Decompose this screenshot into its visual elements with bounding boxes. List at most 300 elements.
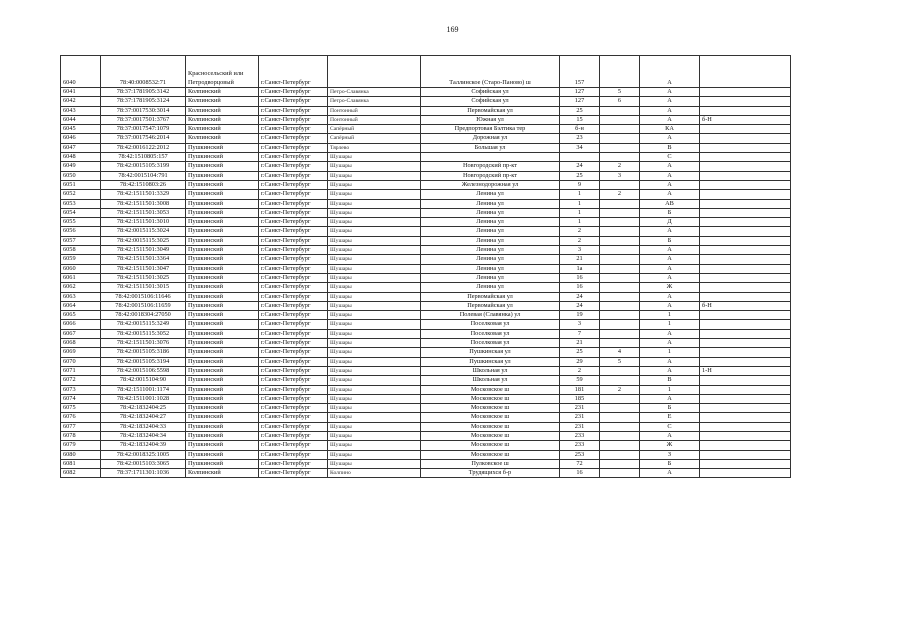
premises-cell (700, 180, 791, 189)
record-number-cell: 6041 (61, 88, 101, 97)
city-cell: г.Санкт-Петербург (259, 134, 328, 143)
city-cell: г.Санкт-Петербург (259, 348, 328, 357)
house-number-cell: 21 (560, 255, 600, 264)
city-cell: г.Санкт-Петербург (259, 339, 328, 348)
cadastral-number-cell: 78:42:0015115:3052 (101, 329, 186, 338)
building-number-cell (600, 301, 640, 310)
record-number-cell: 6070 (61, 357, 101, 366)
building-number-cell (600, 180, 640, 189)
district-cell: Пушкинский (186, 348, 259, 357)
premises-cell (700, 106, 791, 115)
district-cell: Пушкинский (186, 162, 259, 171)
district-cell: Пушкинский (186, 264, 259, 273)
house-number-cell: 16 (560, 273, 600, 282)
locality-cell: Шушары (328, 283, 421, 292)
table-row (61, 469, 791, 478)
premises-cell (700, 385, 791, 394)
house-number-cell: 24 (560, 301, 600, 310)
record-number-cell: 6048 (61, 153, 101, 162)
house-number-cell: 3 (560, 320, 600, 329)
street-cell: Ленина ул (421, 236, 560, 245)
premises-cell (700, 376, 791, 385)
building-number-cell (600, 292, 640, 301)
table-row (61, 394, 791, 403)
house-number-cell: 24 (560, 162, 600, 171)
locality-cell: Шушары (328, 255, 421, 264)
letter-cell: В (640, 143, 700, 152)
cadastral-number-cell: 78:37:0017530:3014 (101, 106, 186, 115)
city-cell: г.Санкт-Петербург (259, 264, 328, 273)
premises-cell (700, 320, 791, 329)
locality-cell: Шушары (328, 431, 421, 440)
table-row (61, 273, 791, 282)
premises-cell (700, 236, 791, 245)
building-number-cell (600, 246, 640, 255)
house-number-cell: 157 (560, 56, 600, 88)
city-cell: г.Санкт-Петербург (259, 255, 328, 264)
premises-cell (700, 348, 791, 357)
street-cell: Школьная ул (421, 366, 560, 375)
premises-cell (700, 171, 791, 180)
street-cell: Таллинское (Старо-Паново) ш (421, 56, 560, 88)
locality-cell: Шушары (328, 320, 421, 329)
district-cell: Пушкинский (186, 143, 259, 152)
locality-cell: Шушары (328, 366, 421, 375)
house-number-cell: 3 (560, 246, 600, 255)
locality-cell: Шушары (328, 227, 421, 236)
locality-cell: Шушары (328, 329, 421, 338)
house-number-cell: 1 (560, 199, 600, 208)
street-cell: Школьная ул (421, 376, 560, 385)
street-cell: Предпортовая Бэлтика тер (421, 125, 560, 134)
letter-cell: Е (640, 413, 700, 422)
locality-cell: Шушары (328, 413, 421, 422)
cadastral-number-cell: 78:42:1511501:3053 (101, 208, 186, 217)
street-cell: Московское ш (421, 450, 560, 459)
locality-cell: Сапёрный (328, 125, 421, 134)
district-cell: Пушкинский (186, 366, 259, 375)
city-cell: г.Санкт-Петербург (259, 441, 328, 450)
table-row (61, 348, 791, 357)
cadastral-number-cell: 78:42:1511501:3010 (101, 218, 186, 227)
record-number-cell: 6064 (61, 301, 101, 310)
table-row (61, 264, 791, 273)
district-cell: Пушкинский (186, 180, 259, 189)
district-cell: Пушкинский (186, 246, 259, 255)
building-number-cell (600, 218, 640, 227)
building-number-cell (600, 134, 640, 143)
cadastral-number-cell: 78:42:1832404:39 (101, 441, 186, 450)
cadastral-number-cell: 78:42:0015115:3025 (101, 236, 186, 245)
district-cell: Пушкинский (186, 153, 259, 162)
premises-cell (700, 88, 791, 97)
street-cell: Ленина ул (421, 264, 560, 273)
letter-cell: С (640, 422, 700, 431)
locality-cell: Шушары (328, 171, 421, 180)
city-cell: г.Санкт-Петербург (259, 246, 328, 255)
cadastral-number-cell: 78:42:1511501:3049 (101, 246, 186, 255)
building-number-cell (600, 125, 640, 134)
building-number-cell: 2 (600, 190, 640, 199)
record-number-cell: 6049 (61, 162, 101, 171)
city-cell: г.Санкт-Петербург (259, 376, 328, 385)
city-cell: г.Санкт-Петербург (259, 422, 328, 431)
table-row (61, 88, 791, 97)
house-number-cell: 181 (560, 385, 600, 394)
house-number-cell: 19 (560, 311, 600, 320)
premises-cell (700, 283, 791, 292)
house-number-cell: 1 (560, 208, 600, 217)
locality-cell: Понтонный (328, 106, 421, 115)
district-cell: Пушкинский (186, 320, 259, 329)
table-row (61, 311, 791, 320)
district-cell: Пушкинский (186, 208, 259, 217)
table-row (61, 153, 791, 162)
record-number-cell: 6068 (61, 339, 101, 348)
locality-cell: Шушары (328, 394, 421, 403)
house-number-cell: 1а (560, 264, 600, 273)
cadastral-number-cell: 78:37:0017501:3767 (101, 115, 186, 124)
building-number-cell (600, 469, 640, 478)
record-number-cell: 6067 (61, 329, 101, 338)
premises-cell (700, 413, 791, 422)
house-number-cell: 127 (560, 97, 600, 106)
house-number-cell: 253 (560, 450, 600, 459)
building-number-cell (600, 450, 640, 459)
table-row (61, 431, 791, 440)
district-cell: Пушкинский (186, 199, 259, 208)
city-cell: г.Санкт-Петербург (259, 190, 328, 199)
table-row (61, 366, 791, 375)
district-cell: Колпинский (186, 125, 259, 134)
locality-cell: Шушары (328, 311, 421, 320)
table-row (61, 283, 791, 292)
locality-cell: Шушары (328, 273, 421, 282)
cadastral-number-cell: 78:42:0015115:3024 (101, 227, 186, 236)
house-number-cell: 16 (560, 469, 600, 478)
street-cell: Пулковское ш (421, 459, 560, 468)
record-number-cell: 6063 (61, 292, 101, 301)
locality-cell: Шушары (328, 441, 421, 450)
table-row (61, 115, 791, 124)
building-number-cell (600, 264, 640, 273)
letter-cell: А (640, 431, 700, 440)
letter-cell: А (640, 162, 700, 171)
record-number-cell: 6057 (61, 236, 101, 245)
letter-cell: 1 (640, 385, 700, 394)
cadastral-number-cell: 78:42:0016122:2012 (101, 143, 186, 152)
record-number-cell: 6050 (61, 171, 101, 180)
letter-cell: А (640, 115, 700, 124)
locality-cell: Шушары (328, 264, 421, 273)
building-number-cell (600, 394, 640, 403)
record-number-cell: 6047 (61, 143, 101, 152)
letter-cell: З (640, 450, 700, 459)
street-cell: Московское ш (421, 394, 560, 403)
table-row (61, 190, 791, 199)
building-number-cell (600, 441, 640, 450)
locality-cell: Понтонный (328, 115, 421, 124)
table-row (61, 413, 791, 422)
cadastral-number-cell: 78:42:1511501:3364 (101, 255, 186, 264)
locality-cell: Петро-Славянка (328, 88, 421, 97)
locality-cell: Шушары (328, 459, 421, 468)
page-number: 169 (446, 25, 459, 34)
table-row (61, 376, 791, 385)
building-number-cell (600, 273, 640, 282)
cadastral-number-cell: 78:42:1511501:3329 (101, 190, 186, 199)
city-cell: г.Санкт-Петербург (259, 273, 328, 282)
premises-cell (700, 143, 791, 152)
letter-cell: Б (640, 208, 700, 217)
city-cell: г.Санкт-Петербург (259, 218, 328, 227)
letter-cell: А (640, 357, 700, 366)
table-row (61, 450, 791, 459)
district-cell: Пушкинский (186, 422, 259, 431)
building-number-cell (600, 413, 640, 422)
letter-cell: А (640, 255, 700, 264)
building-number-cell: 4 (600, 348, 640, 357)
letter-cell: Б (640, 404, 700, 413)
street-cell: Железнодорожная ул (421, 180, 560, 189)
district-cell: Колпинский (186, 88, 259, 97)
letter-cell: В (640, 376, 700, 385)
city-cell: г.Санкт-Петербург (259, 208, 328, 217)
cadastral-number-cell: 78:42:0015106:11646 (101, 292, 186, 301)
city-cell: г.Санкт-Петербург (259, 106, 328, 115)
district-cell: Пушкинский (186, 283, 259, 292)
cadastral-number-cell: 78:42:1510805:157 (101, 153, 186, 162)
premises-cell (700, 97, 791, 106)
letter-cell: 1 (640, 320, 700, 329)
house-number-cell: 24 (560, 292, 600, 301)
table-row (61, 357, 791, 366)
city-cell: г.Санкт-Петербург (259, 227, 328, 236)
building-number-cell: 5 (600, 88, 640, 97)
house-number-cell: 231 (560, 404, 600, 413)
locality-cell: Шушары (328, 339, 421, 348)
table-row (61, 208, 791, 217)
locality-cell: Шушары (328, 162, 421, 171)
record-number-cell: 6076 (61, 413, 101, 422)
table-row (61, 385, 791, 394)
record-number-cell: 6080 (61, 450, 101, 459)
house-number-cell: 9 (560, 180, 600, 189)
building-number-cell (600, 283, 640, 292)
table-row (61, 125, 791, 134)
record-number-cell: 6069 (61, 348, 101, 357)
letter-cell: А (640, 394, 700, 403)
locality-cell: Шушары (328, 301, 421, 310)
building-number-cell (600, 459, 640, 468)
house-number-cell: 7 (560, 329, 600, 338)
table-row (61, 171, 791, 180)
premises-cell (700, 311, 791, 320)
cadastral-number-cell: 78:42:0015115:3249 (101, 320, 186, 329)
premises-cell (700, 404, 791, 413)
table-row (61, 255, 791, 264)
street-cell: Ленина ул (421, 246, 560, 255)
city-cell: г.Санкт-Петербург (259, 357, 328, 366)
city-cell: г.Санкт-Петербург (259, 199, 328, 208)
premises-cell (700, 431, 791, 440)
cadastral-number-cell: 78:37:0017547:1079 (101, 125, 186, 134)
record-number-cell: 6058 (61, 246, 101, 255)
cadastral-number-cell: 78:42:1511501:3047 (101, 264, 186, 273)
district-cell: Пушкинский (186, 459, 259, 468)
district-cell: Пушкинский (186, 376, 259, 385)
city-cell: г.Санкт-Петербург (259, 329, 328, 338)
locality-cell: Шушары (328, 236, 421, 245)
house-number-cell: 25 (560, 171, 600, 180)
table-row (61, 199, 791, 208)
street-cell: Софийская ул (421, 88, 560, 97)
table-row (61, 292, 791, 301)
cadastral-number-cell: 78:42:1832404:25 (101, 404, 186, 413)
street-cell: Поселковая ул (421, 329, 560, 338)
table-row (61, 162, 791, 171)
record-number-cell: 6045 (61, 125, 101, 134)
locality-cell: Шушары (328, 450, 421, 459)
district-cell: Пушкинский (186, 357, 259, 366)
street-cell: Дорожная ул (421, 134, 560, 143)
cadastral-number-cell: 78:42:1510803:26 (101, 180, 186, 189)
record-number-cell: 6046 (61, 134, 101, 143)
street-cell: Софийская ул (421, 97, 560, 106)
cadastral-number-cell: 78:42:0015103:3065 (101, 459, 186, 468)
cadastral-number-cell: 78:37:1781905:3124 (101, 97, 186, 106)
letter-cell: А (640, 264, 700, 273)
building-number-cell (600, 208, 640, 217)
street-cell: Поселковая ул (421, 320, 560, 329)
building-number-cell (600, 255, 640, 264)
street-cell: Полевая (Славянка) ул (421, 311, 560, 320)
building-number-cell: 2 (600, 385, 640, 394)
letter-cell: А (640, 190, 700, 199)
letter-cell: Б (640, 459, 700, 468)
street-cell: Новгородский пр-кт (421, 162, 560, 171)
city-cell: г.Санкт-Петербург (259, 125, 328, 134)
record-number-cell: 6079 (61, 441, 101, 450)
district-cell: Пушкинский (186, 329, 259, 338)
premises-cell (700, 255, 791, 264)
street-cell: Ленина ул (421, 283, 560, 292)
register-table (60, 55, 791, 478)
table-row (61, 404, 791, 413)
district-cell: Пушкинский (186, 171, 259, 180)
letter-cell: Ж (640, 441, 700, 450)
letter-cell: А (640, 301, 700, 310)
city-cell: г.Санкт-Петербург (259, 283, 328, 292)
city-cell: г.Санкт-Петербург (259, 97, 328, 106)
building-number-cell: 2 (600, 162, 640, 171)
building-number-cell (600, 236, 640, 245)
locality-cell: Шушары (328, 199, 421, 208)
locality-cell: Шушары (328, 218, 421, 227)
table-row (61, 301, 791, 310)
district-cell: Колпинский (186, 97, 259, 106)
letter-cell: А (640, 97, 700, 106)
cadastral-number-cell: 78:37:1781905:3142 (101, 88, 186, 97)
city-cell: г.Санкт-Петербург (259, 236, 328, 245)
city-cell: г.Санкт-Петербург (259, 450, 328, 459)
city-cell: г.Санкт-Петербург (259, 404, 328, 413)
district-cell: Колпинский (186, 469, 259, 478)
table-row (61, 422, 791, 431)
city-cell: г.Санкт-Петербург (259, 385, 328, 394)
street-cell: Ленина ул (421, 218, 560, 227)
house-number-cell: 1 (560, 190, 600, 199)
premises-cell (700, 218, 791, 227)
table-row (61, 97, 791, 106)
building-number-cell (600, 422, 640, 431)
building-number-cell: 6 (600, 97, 640, 106)
district-cell: Пушкинский (186, 394, 259, 403)
house-number-cell: 59 (560, 376, 600, 385)
house-number-cell: 16 (560, 283, 600, 292)
letter-cell: КА (640, 125, 700, 134)
record-number-cell: 6056 (61, 227, 101, 236)
street-cell: Южная ул (421, 115, 560, 124)
letter-cell: А (640, 273, 700, 282)
letter-cell: А (640, 134, 700, 143)
cadastral-number-cell: 78:42:0015105:3186 (101, 348, 186, 357)
district-cell: Пушкинский (186, 292, 259, 301)
city-cell: г.Санкт-Петербург (259, 301, 328, 310)
premises-cell (700, 329, 791, 338)
house-number-cell: 15 (560, 115, 600, 124)
district-cell: Пушкинский (186, 190, 259, 199)
building-number-cell (600, 227, 640, 236)
table-row (61, 56, 791, 88)
building-number-cell (600, 106, 640, 115)
table-row (61, 320, 791, 329)
locality-cell: Шушары (328, 246, 421, 255)
district-cell: Пушкинский (186, 404, 259, 413)
house-number-cell: 233 (560, 441, 600, 450)
district-cell: Красносельский или Петродворцовый (186, 56, 259, 88)
record-number-cell: 6059 (61, 255, 101, 264)
cadastral-number-cell: 78:42:1511501:3076 (101, 339, 186, 348)
cadastral-number-cell: 78:42:1511001:1028 (101, 394, 186, 403)
district-cell: Пушкинский (186, 311, 259, 320)
street-cell: Ленина ул (421, 190, 560, 199)
table-row (61, 441, 791, 450)
house-number-cell: 2 (560, 227, 600, 236)
record-number-cell: 6082 (61, 469, 101, 478)
record-number-cell: 6040 (61, 56, 101, 88)
letter-cell: А (640, 469, 700, 478)
cadastral-number-cell: 78:42:1832404:27 (101, 413, 186, 422)
street-cell: Ленина ул (421, 255, 560, 264)
city-cell: г.Санкт-Петербург (259, 171, 328, 180)
letter-cell: Ж (640, 283, 700, 292)
premises-cell (700, 339, 791, 348)
house-number-cell: 25 (560, 106, 600, 115)
premises-cell: 1-Н (700, 366, 791, 375)
house-number-cell (560, 153, 600, 162)
street-cell: Пушкинская ул (421, 348, 560, 357)
locality-cell: Шушары (328, 357, 421, 366)
street-cell: Ленина ул (421, 199, 560, 208)
city-cell: г.Санкт-Петербург (259, 162, 328, 171)
letter-cell: А (640, 339, 700, 348)
street-cell: Первомайская ул (421, 292, 560, 301)
street-cell: Ленина ул (421, 208, 560, 217)
building-number-cell (600, 311, 640, 320)
locality-cell: Шушары (328, 422, 421, 431)
record-number-cell: 6072 (61, 376, 101, 385)
